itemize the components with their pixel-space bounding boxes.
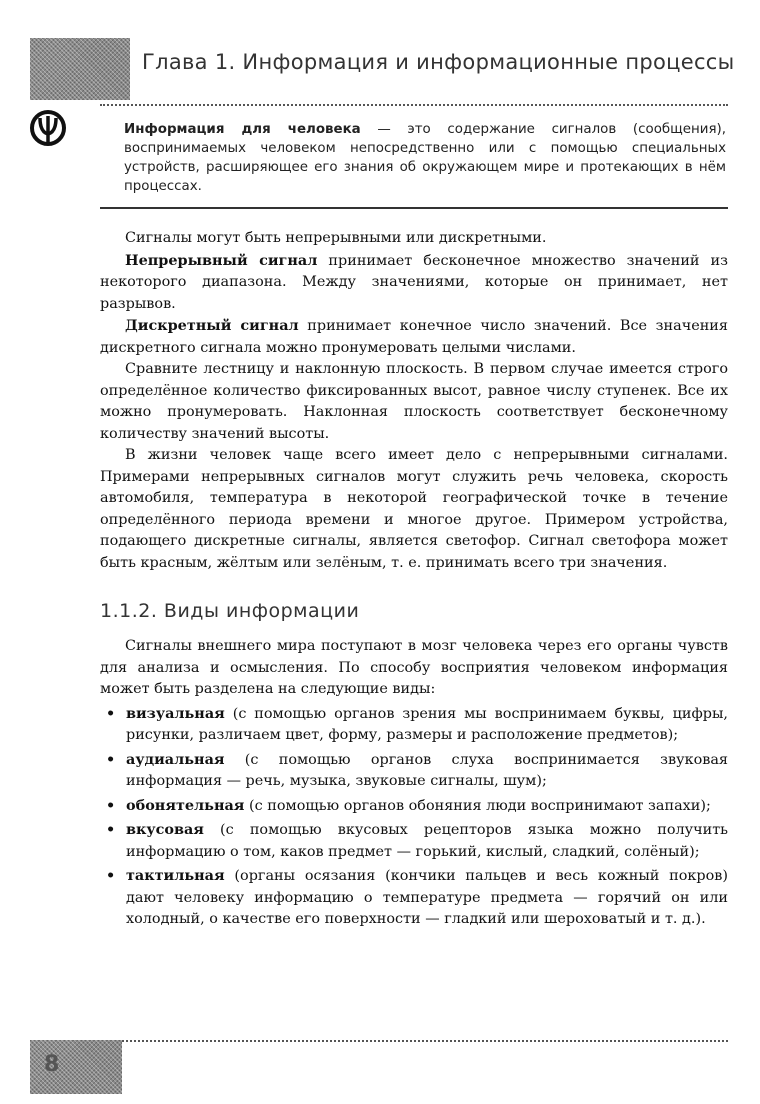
list-item-text: (с помощью вкусовых рецепторов языка можно получить информацию о том, каков предмет — горький, кислый, сладкий, солёный);	[126, 822, 728, 860]
bullet-icon: •	[106, 821, 116, 838]
paragraph: Сигналы могут быть непрерывными или дискретными.	[125, 230, 547, 246]
list-item	[100, 795, 728, 818]
list-item-text: (с помощью органов обоняния люди воспринимают запахи);	[244, 797, 711, 814]
definition-divider	[100, 207, 728, 209]
list-item-term: вкусовая	[126, 821, 204, 838]
body-text	[100, 228, 728, 574]
list-item	[100, 703, 728, 747]
paragraph: Сравните лестницу и наклонную плоскость. В первом случае имеется строго определённое количество фиксированных высот, равное числу ступенек. Все их можно пронумеровать. Наклонная плоскость соответствует бесконечному количеству значений высоты.	[100, 361, 728, 442]
paragraph	[100, 315, 728, 359]
paragraph-term: Дискретный сигнал	[125, 317, 299, 334]
list-item-text: (органы осязания (кончики пальцев и весь кожный покров) дают человеку информацию о температуре предмета — горячий он или холодный, о качестве его поверхности — гладкий или шероховатый и т. д.).	[126, 868, 728, 927]
bullet-icon: •	[106, 704, 116, 722]
definition-box	[124, 120, 726, 196]
section-heading: 1.1.2. Виды информации	[100, 600, 360, 622]
definition-icon	[28, 108, 68, 148]
list-item-term: тактильная	[126, 867, 225, 884]
bullet-icon: •	[106, 867, 116, 884]
header-divider	[100, 104, 728, 106]
list-item	[100, 749, 728, 793]
bullet-icon: •	[106, 796, 116, 814]
page-number: 8	[44, 1052, 60, 1077]
list-item	[100, 865, 728, 931]
paragraph	[100, 250, 728, 316]
paragraph: В жизни человек чаще всего имеет дело с непрерывными сигналами. Примерами непрерывных сигналов могут служить речь человека, скорость автомобиля, температура в некоторой географической точке в течение определённого периода времени и многое другое. Примером устройства, подающего дискретные сигналы, является светофор. Сигнал светофора может быть красным, жёлтым или зелёным, т. е. принимать всего три значения.	[100, 447, 728, 571]
chapter-title: Глава 1. Информация и информационные процессы	[142, 50, 735, 74]
paragraph-text: принимает конечное число значений. Все значения дискретного сигнала можно пронумеровать целыми числами.	[100, 318, 728, 356]
list-item-term: обонятельная	[126, 796, 245, 814]
section-body	[100, 636, 728, 933]
footer-divider	[122, 1040, 728, 1042]
section-intro: Сигналы внешнего мира поступают в мозг человека через его органы чувств для анализа и осмысления. По способу восприятия человеком информация может быть разделена на следующие виды:	[100, 638, 728, 697]
list-item	[100, 819, 728, 863]
chapter-header-block	[30, 38, 130, 100]
paragraph-term: Непрерывный сигнал	[125, 251, 318, 269]
definition-text: — это содержание сигналов (сообщения), воспринимаемых человеком непосредственно или с помощью специальных устройств, расширяющее его знания об окружающем мире и протекающих в нём процессах.	[124, 122, 726, 194]
info-types-list	[100, 703, 728, 931]
list-item-text: (с помощью органов слуха воспринимается звуковая информация — речь, музыка, звуковые сигналы, шум);	[126, 751, 728, 789]
definition-term: Информация для человека	[124, 122, 361, 137]
list-item-text: (с помощью органов зрения мы воспринимаем буквы, цифры, рисунки, различаем цвет, форму, размеры и расположение предметов);	[126, 705, 728, 743]
bullet-icon: •	[106, 750, 116, 768]
list-item-term: визуальная	[126, 704, 225, 722]
list-item-term: аудиальная	[126, 750, 225, 768]
paragraph-text: принимает бесконечное множество значений из некоторого диапазона. Между значениями, которые он принимает, нет разрывов.	[100, 252, 728, 312]
